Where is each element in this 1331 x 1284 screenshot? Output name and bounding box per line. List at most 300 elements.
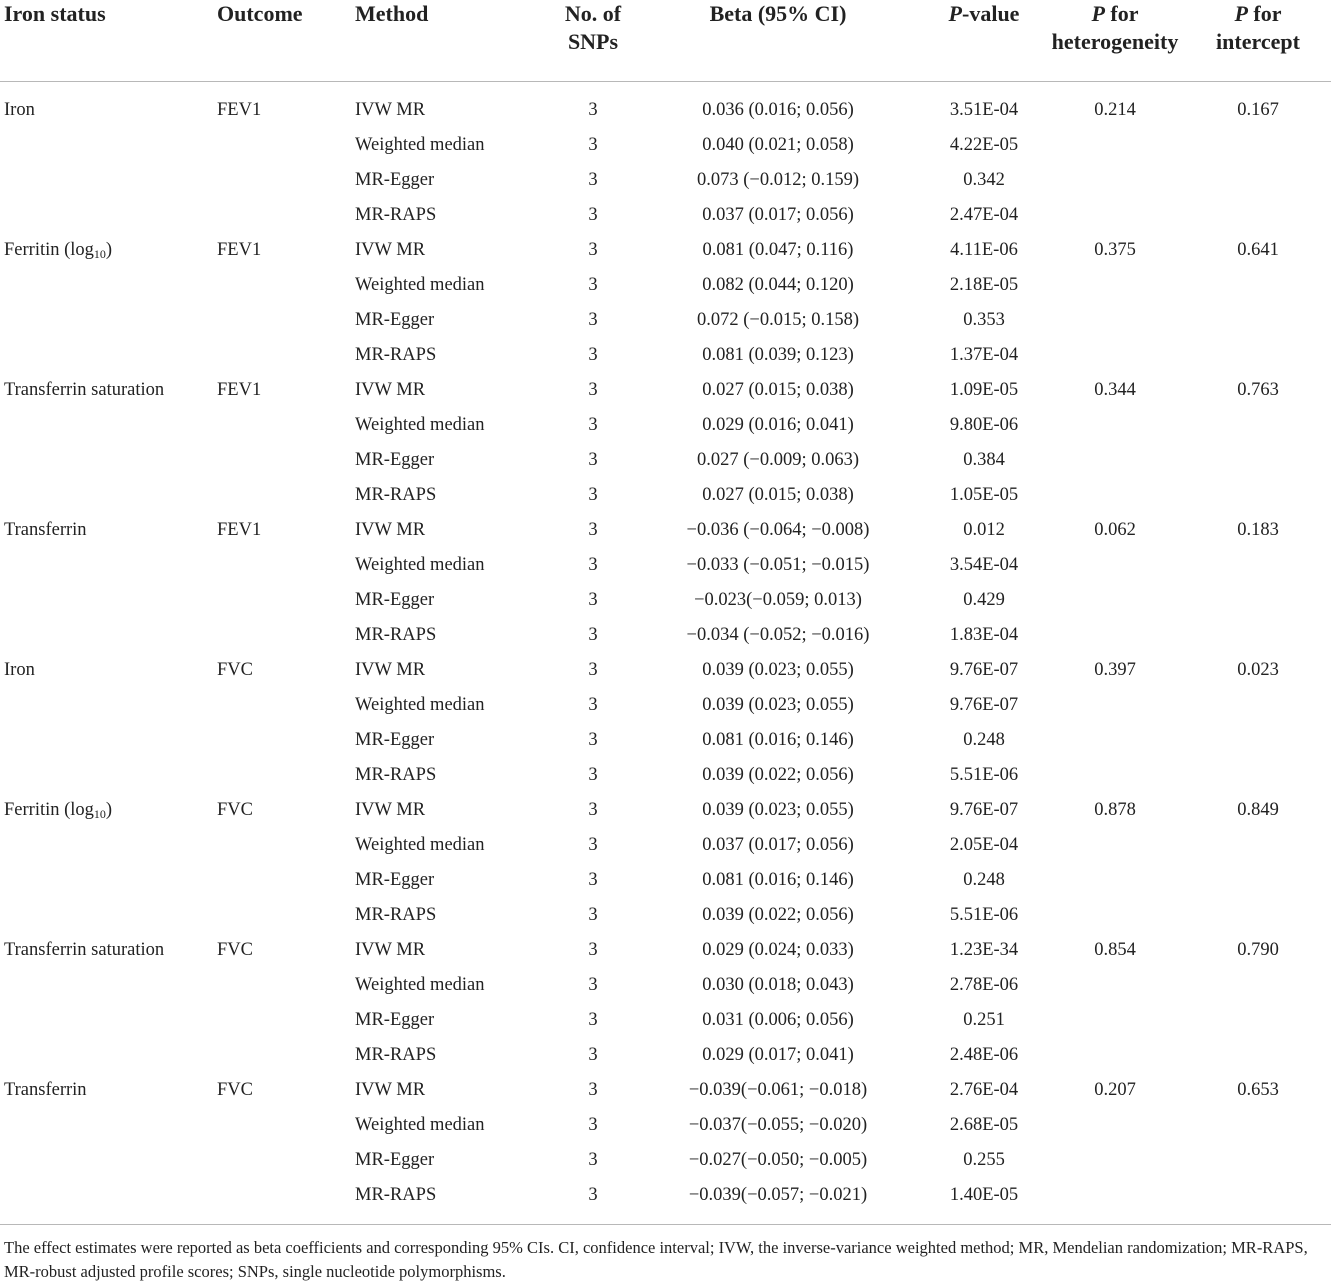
cell-p-intercept: 0.790 [1237,939,1279,960]
cell-p-heterogeneity [1045,688,1185,723]
cell-method: MR-Egger [355,169,435,190]
cell-outcome [213,478,353,513]
cell-snps: 3 [588,589,598,610]
cell-snps: 3 [588,274,598,295]
cell-p-intercept [1185,303,1331,338]
cell-beta: 0.039 (0.023; 0.055) [702,694,854,715]
table-row [0,548,1331,583]
iron-status-text: Transferrin saturation [4,379,165,400]
cell-method: IVW MR [355,99,426,120]
cell-p-intercept [1185,1003,1331,1038]
cell-beta: −0.036 (−0.064; −0.008) [686,519,870,540]
cell-iron-status [0,373,213,408]
cell-iron-status [0,1143,213,1178]
iron-status-subscript: 10 [93,246,106,261]
cell-outcome [213,618,353,653]
cell-p-intercept: 0.167 [1237,99,1279,120]
table-header [0,0,1331,81]
table-row [0,373,1331,408]
header-text-part: for [1104,1,1139,26]
cell-p-heterogeneity [1045,268,1185,303]
cell-beta: −0.034 (−0.052; −0.016) [686,624,870,645]
cell-iron-status [0,128,213,163]
cell-p-intercept [1185,1108,1331,1143]
cell-outcome [213,898,353,933]
cell-p-heterogeneity: 0.062 [1094,519,1136,540]
cell-p-intercept [1185,863,1331,898]
cell-method: Weighted median [355,694,485,715]
cell-snps: 3 [588,414,598,435]
cell-snps: 3 [588,204,598,225]
cell-p-heterogeneity [1045,303,1185,338]
cell-outcome [213,688,353,723]
cell-iron-status [0,233,213,268]
cell-outcome [213,1108,353,1143]
cell-p-heterogeneity [1045,1108,1185,1143]
cell-iron-status [0,723,213,758]
cell-snps: 3 [588,99,598,120]
cell-beta: −0.033 (−0.051; −0.015) [686,554,870,575]
cell-p-value: 0.384 [963,449,1005,470]
cell-method: MR-RAPS [355,764,437,785]
cell-beta: 0.027 (0.015; 0.038) [702,379,854,400]
cell-iron-status [0,653,213,688]
header-snps [553,0,633,81]
cell-iron-status [0,268,213,303]
cell-outcome: FVC [217,939,253,960]
cell-method: MR-Egger [355,589,435,610]
cell-snps: 3 [588,134,598,155]
cell-p-heterogeneity [1045,443,1185,478]
cell-p-intercept [1185,268,1331,303]
cell-p-value: 0.255 [963,1149,1005,1170]
cell-method: IVW MR [355,379,426,400]
cell-p-intercept: 0.763 [1237,379,1279,400]
cell-iron-status [0,688,213,723]
iron-status-text: Ferritin (log [4,799,94,820]
cell-snps: 3 [588,169,598,190]
cell-p-heterogeneity [1045,828,1185,863]
table-row [0,1178,1331,1213]
table-row [0,408,1331,443]
table-row [0,338,1331,373]
table-row [0,723,1331,758]
cell-outcome [213,198,353,233]
cell-p-value: 1.23E-34 [949,939,1019,960]
table-row [0,968,1331,1003]
cell-beta: 0.029 (0.017; 0.041) [702,1044,854,1065]
cell-outcome [213,758,353,793]
cell-method: MR-RAPS [355,904,437,925]
table-row [0,758,1331,793]
cell-p-value: 2.05E-04 [949,834,1019,855]
header-beta [633,0,923,81]
cell-outcome [213,163,353,198]
cell-iron-status [0,933,213,968]
cell-iron-status [0,968,213,1003]
table-row [0,933,1331,968]
cell-outcome [213,1178,353,1213]
cell-beta: 0.081 (0.016; 0.146) [702,869,854,890]
cell-p-heterogeneity [1045,723,1185,758]
cell-beta: −0.037(−0.055; −0.020) [688,1114,868,1135]
cell-p-intercept: 0.653 [1237,1079,1279,1100]
cell-iron-status [0,443,213,478]
cell-iron-status [0,303,213,338]
iron-status-text: Transferrin saturation [4,939,165,960]
cell-iron-status [0,163,213,198]
cell-outcome [213,548,353,583]
cell-p-heterogeneity [1045,968,1185,1003]
cell-method: Weighted median [355,554,485,575]
cell-beta: −0.039(−0.057; −0.021) [688,1184,868,1205]
cell-method: MR-Egger [355,449,435,470]
cell-p-heterogeneity: 0.397 [1094,659,1136,680]
cell-p-value: 3.54E-04 [949,554,1019,575]
header-snps-line1 [553,0,633,28]
cell-p-heterogeneity [1045,1143,1185,1178]
table-row [0,93,1331,128]
cell-p-value: 0.251 [963,1009,1005,1030]
cell-outcome: FEV1 [217,519,262,540]
table-row [0,128,1331,163]
header-p-value [923,0,1045,81]
cell-p-value: 9.76E-07 [949,659,1019,680]
table-row [0,898,1331,933]
cell-beta: 0.037 (0.017; 0.056) [702,834,854,855]
cell-p-heterogeneity [1045,758,1185,793]
cell-method: IVW MR [355,939,426,960]
cell-snps: 3 [588,974,598,995]
cell-beta: −0.039(−0.061; −0.018) [688,1079,868,1100]
table-row [0,1143,1331,1178]
cell-snps: 3 [588,729,598,750]
cell-p-value: 1.83E-04 [949,624,1019,645]
cell-p-heterogeneity [1045,898,1185,933]
cell-snps: 3 [588,484,598,505]
cell-outcome [213,1143,353,1178]
cell-p-value: 0.248 [963,869,1005,890]
table-row [0,478,1331,513]
cell-beta: 0.039 (0.022; 0.056) [702,904,854,925]
cell-p-intercept: 0.023 [1237,659,1279,680]
cell-p-intercept [1185,128,1331,163]
cell-method: MR-Egger [355,1009,435,1030]
cell-method: IVW MR [355,239,426,260]
header-outcome [213,0,353,81]
cell-iron-status [0,1178,213,1213]
cell-p-heterogeneity: 0.375 [1094,239,1136,260]
cell-p-intercept [1185,583,1331,618]
cell-iron-status [0,618,213,653]
iron-status-subscript: 10 [93,806,106,821]
cell-p-heterogeneity [1045,863,1185,898]
cell-p-intercept [1185,898,1331,933]
cell-iron-status [0,758,213,793]
header-p-heterogeneity [1045,0,1185,81]
cell-p-heterogeneity [1045,338,1185,373]
header-iron-status-line1 [4,0,213,28]
cell-method: MR-RAPS [355,344,437,365]
cell-p-intercept [1185,688,1331,723]
cell-beta: 0.073 (−0.012; 0.159) [696,169,860,190]
cell-method: MR-RAPS [355,624,437,645]
iron-status-end: ) [105,799,113,820]
cell-iron-status [0,1073,213,1108]
cell-method: Weighted median [355,134,485,155]
table-row [0,1003,1331,1038]
cell-iron-status [0,583,213,618]
table-row [0,268,1331,303]
table-bottom-rule [0,1213,1331,1225]
table-row [0,653,1331,688]
header-method [353,0,553,81]
iron-status-text: Ferritin (log [4,239,94,260]
cell-beta: 0.039 (0.023; 0.055) [702,659,854,680]
cell-outcome [213,268,353,303]
cell-snps: 3 [588,939,598,960]
cell-outcome: FVC [217,1079,253,1100]
cell-p-intercept: 0.641 [1237,239,1279,260]
cell-outcome [213,443,353,478]
cell-p-value: 0.429 [963,589,1005,610]
cell-p-intercept [1185,1143,1331,1178]
cell-iron-status [0,338,213,373]
cell-p-heterogeneity [1045,408,1185,443]
cell-method: IVW MR [355,1079,426,1100]
cell-snps: 3 [588,344,598,365]
cell-iron-status [0,793,213,828]
cell-p-intercept [1185,478,1331,513]
cell-iron-status [0,828,213,863]
cell-p-value: 9.76E-07 [949,694,1019,715]
table-row [0,583,1331,618]
cell-p-heterogeneity [1045,1003,1185,1038]
cell-p-value: 4.22E-05 [949,134,1019,155]
header-p-heterogeneity-line2: heterogeneity [1051,29,1179,54]
cell-outcome [213,338,353,373]
cell-beta: 0.081 (0.016; 0.146) [702,729,854,750]
cell-p-intercept [1185,443,1331,478]
cell-snps: 3 [588,449,598,470]
cell-iron-status [0,863,213,898]
header-row [0,0,1331,81]
cell-p-heterogeneity: 0.214 [1094,99,1136,120]
cell-method: IVW MR [355,519,426,540]
cell-method: MR-RAPS [355,204,437,225]
table-row [0,163,1331,198]
cell-beta: 0.030 (0.018; 0.043) [702,974,854,995]
header-text-part: P [1234,1,1248,26]
header-text-part: P [1091,1,1105,26]
cell-method: MR-Egger [355,309,435,330]
cell-beta: 0.027 (0.015; 0.038) [702,484,854,505]
cell-p-intercept: 0.183 [1237,519,1279,540]
cell-p-heterogeneity [1045,198,1185,233]
cell-iron-status [0,1003,213,1038]
cell-p-intercept [1185,758,1331,793]
cell-outcome: FEV1 [217,99,262,120]
cell-p-value: 5.51E-06 [949,904,1019,925]
cell-p-value: 2.68E-05 [949,1114,1019,1135]
cell-method: Weighted median [355,1114,485,1135]
cell-snps: 3 [588,694,598,715]
table-row [0,1108,1331,1143]
header-text-part: -value [962,1,1020,26]
cell-p-value: 0.342 [963,169,1005,190]
header-text-part: Outcome [217,1,303,26]
cell-p-value: 2.78E-06 [949,974,1019,995]
cell-method: Weighted median [355,834,485,855]
header-snps-line2: SNPs [567,29,619,54]
cell-p-heterogeneity [1045,163,1185,198]
table-row [0,513,1331,548]
header-beta-line1 [633,0,923,28]
cell-iron-status [0,198,213,233]
cell-snps: 3 [588,1184,598,1205]
cell-p-value: 4.11E-06 [950,239,1018,260]
cell-p-value: 0.012 [963,519,1005,540]
cell-p-intercept [1185,163,1331,198]
cell-beta: 0.031 (0.006; 0.056) [702,1009,854,1030]
cell-method: MR-Egger [355,869,435,890]
cell-snps: 3 [588,1079,598,1100]
table-row [0,863,1331,898]
cell-beta: 0.027 (−0.009; 0.063) [696,449,860,470]
header-text-part: P [948,1,962,26]
cell-outcome [213,128,353,163]
cell-p-value: 1.37E-04 [949,344,1019,365]
cell-method: Weighted median [355,274,485,295]
cell-snps: 3 [588,1149,598,1170]
cell-snps: 3 [588,379,598,400]
cell-p-value: 0.248 [963,729,1005,750]
cell-p-value: 5.51E-06 [949,764,1019,785]
cell-beta: −0.023(−0.059; 0.013) [694,589,862,610]
cell-snps: 3 [588,799,598,820]
cell-outcome [213,723,353,758]
cell-beta: 0.082 (0.044; 0.120) [702,274,854,295]
header-iron-status [0,0,213,81]
cell-p-intercept [1185,408,1331,443]
cell-p-value: 1.09E-05 [949,379,1019,400]
cell-method: MR-RAPS [355,1044,437,1065]
cell-snps: 3 [588,834,598,855]
cell-p-intercept [1185,968,1331,1003]
cell-beta: 0.081 (0.039; 0.123) [702,344,854,365]
header-p-value-line1 [923,0,1045,28]
cell-method: MR-RAPS [355,1184,437,1205]
cell-snps: 3 [588,624,598,645]
cell-snps: 3 [588,239,598,260]
cell-outcome: FVC [217,659,253,680]
cell-snps: 3 [588,519,598,540]
header-p-intercept [1185,0,1331,81]
cell-beta: 0.081 (0.047; 0.116) [702,239,854,260]
header-text-part: No. of [564,1,622,26]
cell-p-value: 9.80E-06 [949,414,1019,435]
table-row [0,303,1331,338]
cell-iron-status [0,478,213,513]
cell-beta: 0.029 (0.024; 0.033) [702,939,854,960]
table-footnote: The effect estimates were reported as beta coefficients and corresponding 95% CIs. CI, confidence interval; IVW, the inverse-variance weighted method; MR, Mendelian randomization; MR-RAPS, MR-robust adjusted profile scores; SNPs, single nucleotide polymorphisms. [4,1238,1308,1281]
cell-p-heterogeneity: 0.344 [1094,379,1136,400]
cell-snps: 3 [588,1044,598,1065]
iron-status-text: Transferrin [4,519,87,540]
cell-p-value: 1.40E-05 [949,1184,1019,1205]
cell-outcome: FEV1 [217,379,262,400]
table-row [0,618,1331,653]
table-body [0,81,1331,1224]
cell-snps: 3 [588,1009,598,1030]
cell-p-heterogeneity [1045,548,1185,583]
cell-iron-status [0,513,213,548]
cell-snps: 3 [588,554,598,575]
header-p-intercept-line2: intercept [1216,29,1300,54]
cell-p-value: 2.47E-04 [949,204,1019,225]
header-outcome-line1 [217,0,353,28]
cell-snps: 3 [588,309,598,330]
cell-method: Weighted median [355,974,485,995]
cell-p-heterogeneity [1045,478,1185,513]
cell-outcome [213,583,353,618]
iron-status-text: Transferrin [4,1079,87,1100]
cell-p-heterogeneity: 0.878 [1094,799,1136,820]
cell-snps: 3 [588,659,598,680]
cell-outcome [213,408,353,443]
cell-p-heterogeneity [1045,1038,1185,1073]
cell-p-heterogeneity [1045,618,1185,653]
cell-snps: 3 [588,869,598,890]
cell-p-value: 2.18E-05 [949,274,1019,295]
iron-status-text: Iron [4,659,35,680]
header-text-part: Beta (95% CI) [709,1,847,26]
cell-outcome [213,828,353,863]
cell-p-heterogeneity [1045,583,1185,618]
cell-p-value: 9.76E-07 [949,799,1019,820]
table-row [0,793,1331,828]
cell-outcome [213,863,353,898]
iron-status-end: ) [105,239,113,260]
cell-method: Weighted median [355,414,485,435]
cell-method: MR-Egger [355,729,435,750]
cell-beta: 0.039 (0.023; 0.055) [702,799,854,820]
cell-iron-status [0,898,213,933]
cell-outcome [213,1038,353,1073]
header-p-heterogeneity-line1 [1045,0,1185,28]
cell-beta: 0.029 (0.016; 0.041) [702,414,854,435]
cell-iron-status [0,548,213,583]
cell-p-intercept [1185,548,1331,583]
iron-status-text: Iron [4,99,35,120]
cell-p-value: 0.353 [963,309,1005,330]
cell-p-heterogeneity [1045,128,1185,163]
cell-snps: 3 [588,904,598,925]
cell-snps: 3 [588,1114,598,1135]
header-text-part: Method [355,1,429,26]
cell-method: MR-Egger [355,1149,435,1170]
cell-iron-status [0,1108,213,1143]
bottom-rule-cell [0,1213,1331,1225]
cell-outcome: FEV1 [217,239,262,260]
table-row [0,828,1331,863]
cell-p-heterogeneity [1045,1178,1185,1213]
cell-p-intercept [1185,618,1331,653]
header-method-line1 [355,0,553,28]
cell-p-intercept [1185,198,1331,233]
cell-p-heterogeneity: 0.207 [1094,1079,1136,1100]
cell-outcome [213,1003,353,1038]
